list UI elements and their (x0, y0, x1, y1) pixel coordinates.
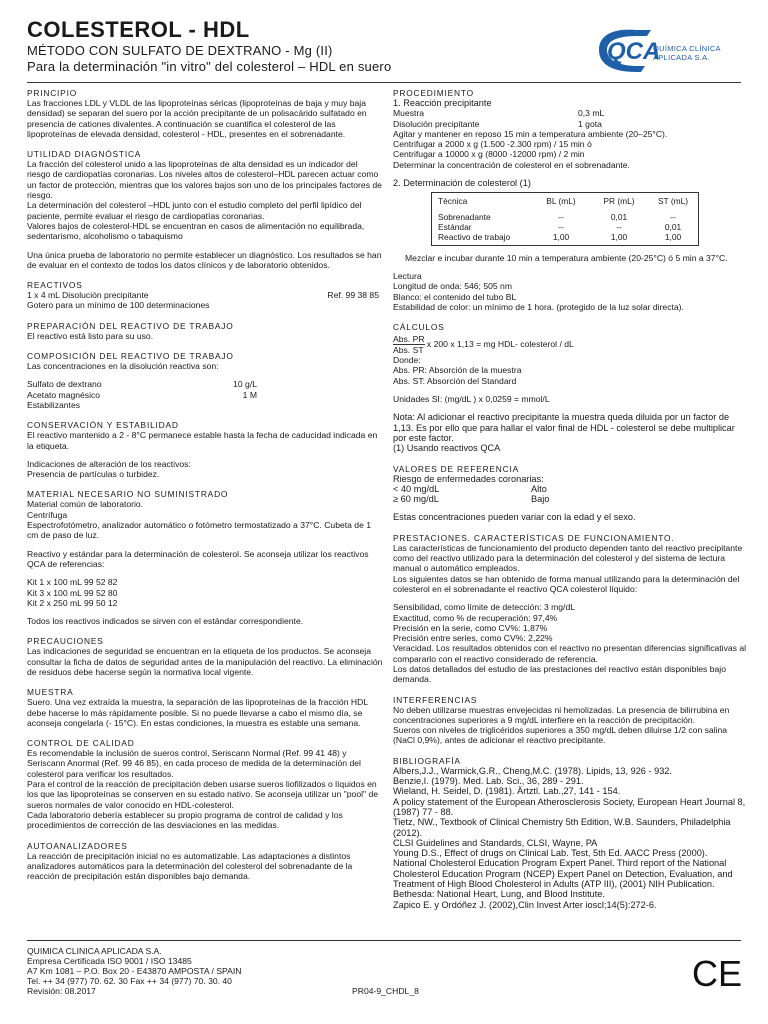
section-text: Veracidad. Los resultados obtenidos con el reactivo no presentan diferencias significativas al compararlo con el reactivo considerado de referencia. (393, 643, 747, 664)
logo-line-1: QUÍMICA CLÍNICA (653, 44, 721, 53)
reagent-ref: Ref. 99 38 85 (327, 290, 379, 301)
document-title: COLESTEROL - HDL (27, 17, 250, 42)
step-value: 0,3 mL (578, 108, 605, 119)
section-heading: CONSERVACIÓN Y ESTABILIDAD (27, 420, 179, 431)
reference-item: Benzie,I. (1979). Med. Lab. Sci., 36, 289 - 291. (393, 776, 584, 787)
step-line: Centrifugar a 2000 x g (1.500 -2.300 rpm) / 15 min ó (393, 139, 592, 150)
composition-value: 1 M (242, 389, 257, 400)
section-autoanalizadores (27, 841, 383, 882)
section-preparacion (27, 321, 383, 341)
table-header: Técnica (438, 196, 468, 207)
section-text: Los siguientes datos se han obtenido de forma manual utilizando para la determinación del colesterol en el sobrenadante el reactivo QCA colesterol líquido: (393, 573, 740, 594)
reagent-item: 1 x 4 mL Disolución precipitante (27, 290, 149, 301)
company-line: QUIMICA CLINICA APLICADA S.A. (27, 946, 162, 956)
reference-item: CLSI Guidelines and Standards, CLSI, Wayne, PA (393, 837, 598, 848)
reference-item: Wieland, H. Seidel, D. (1981). Ärtztl. Lab.,27, 141 - 154. (393, 786, 621, 797)
section-text: Presencia de partículas o turbidez. (27, 469, 160, 480)
table-cell: 0,01 (664, 222, 682, 233)
section-heading: COMPOSICIÓN DEL REACTIVO DE TRABAJO (27, 351, 234, 362)
formula-legend: Abs. ST: Absorción del Standard (393, 375, 517, 386)
section-heading: PROCEDIMIENTO (393, 88, 474, 98)
section-heading: UTILIDAD DIAGNÓSTICA (27, 149, 142, 160)
section-text: Las indicaciones de seguridad se encuentran en la etiqueta de los productos. Se aconseja consultar la ficha de datos de seguridad antes de la manipulación del reactivo. La eliminación de residuos debe hacerse según la normativa local vigente. (27, 646, 383, 677)
section-valores (393, 464, 747, 523)
reagent-note: (1) Usando reactivos QCA (393, 443, 501, 454)
section-heading: PRINCIPIO (27, 88, 78, 98)
reference-item: Zapico E. y Ordóñez J. (2002),Clin Invest Arter ioscl;14(5):272-6. (393, 899, 657, 910)
logo-mark: QCA (607, 38, 661, 65)
si-units: Unidades SI: (mg/dL ) x 0,0259 = mmol/L (393, 394, 550, 405)
composition-name: Estabilizantes (27, 399, 81, 410)
section-text: Todos los reactivos indicados se sirven con el estándar correspondiente. (27, 616, 304, 627)
section-text: Las concentraciones en la disolución reactiva son: (27, 361, 219, 372)
section-heading: PRESTACIONES. CARACTERÍSTICAS DE FUNCIONAMIENTO. (393, 532, 675, 543)
company-line: A7 Km 1081 – P.O. Box 20 - E43870 AMPOSTA / SPAIN (27, 966, 242, 976)
section-conservacion (27, 420, 383, 479)
table-row (432, 222, 698, 232)
composition-value (207, 400, 257, 410)
table-cell: 1,00 (610, 232, 628, 243)
formula-denominator: Abs. ST (393, 345, 424, 356)
section-text: Gotero para un mínimo de 100 determinaciones (27, 300, 210, 311)
table-header: ST (mL) (657, 196, 689, 207)
section-heading: CONTROL DE CALIDAD (27, 738, 135, 749)
revision-line: Revisión: 08.2017 (27, 986, 96, 996)
section-heading: VALORES DE REFERENCIA (393, 463, 520, 474)
document-header (27, 18, 391, 74)
table-row (432, 212, 698, 222)
document-subtitle: MÉTODO CON SULFATO DE DEXTRANO - Mg (II) (27, 43, 333, 58)
document-ref: PR04-9_CHDL_8 (352, 986, 419, 996)
logo-line-2: APLICADA S.A. (653, 53, 710, 62)
table-cell: -- (558, 222, 564, 233)
step-line: Determinar la concentración de colesterol en el sobrenadante. (393, 159, 630, 170)
section-heading: BIBLIOGRAFÍA (393, 755, 461, 766)
section-muestra (27, 687, 383, 728)
section-calculos (393, 322, 747, 453)
table-cell: 0,01 (610, 212, 628, 223)
composition-value: 10 g/L (233, 379, 257, 390)
section-heading: PREPARACIÓN DEL REACTIVO DE TRABAJO (27, 320, 234, 331)
section-heading: INTERFERENCIAS (393, 694, 478, 705)
performance-line: Sensibilidad, como límite de detección: 3 mg/dL (393, 602, 576, 613)
section-text: Los datos detallados del estudio de las prestaciones del reactivo están disponibles bajo demanda. (393, 663, 726, 685)
section-text: Para el control de la reacción de precipitación deben usarse sueros liofilizados o líquidos en los que las lipoproteínas se conserven en su estado nativo. Se aconseja utilizar un "pool" de sueros normales de valor conocido en HDL-colesterol. (27, 779, 379, 810)
section-principio (27, 88, 383, 139)
section-text: Estas concentraciones pueden variar con la edad y el sexo. (393, 512, 636, 523)
formula-numerator: Abs. PR (393, 334, 425, 345)
ce-mark-icon (692, 953, 743, 994)
step-item: Muestra (393, 108, 425, 119)
reference-item: Young D.S., Effect of drugs on Clinical Lab. Test, 5th Ed. AACC Press (2000). (393, 848, 708, 859)
section-procedimiento (393, 88, 747, 312)
table-cell: -- (558, 212, 564, 223)
performance-line: Precisión en la serie, como CV%: 1,87% (393, 622, 548, 633)
composition-name: Acetato magnésico (27, 389, 101, 400)
formula-legend: Donde: (393, 355, 421, 366)
section-material (27, 489, 383, 626)
section-interferencias (393, 695, 747, 746)
section-text: Espectrofotómetro, analizador automático o fotómetro termostatizado a 37°C. Cubeta de 1 cm de paso de luz. (27, 520, 372, 541)
formula (393, 334, 747, 355)
section-text: Cada laboratorio debería establecer su propio programa de control de calidad y los procedimientos de corrección de las desviaciones en las medidas. (27, 809, 343, 831)
section-heading: MATERIAL NECESARIO NO SUMINISTRADO (27, 489, 229, 500)
section-text: La fracción del colesterol unido a las lipoproteínas de alta densidad es un indicador del riesgo de cardiopatías coronarias. Los niveles altos de colesterol–HDL parecen actuar como un factor de protección, mientras que los valores bajos son uno de los principales factores de riesgo. (27, 159, 382, 201)
section-text: El reactivo está listo para su uso. (27, 330, 154, 341)
document-subtitle-2: Para la determinación "in vitro" del colesterol – HDL en suero (27, 59, 392, 74)
section-text: Material común de laboratorio. (27, 499, 144, 510)
step-title: 2. Determinación de colesterol (1) (393, 178, 531, 189)
performance-line: Precisión entre series, como CV%: 2,22% (393, 633, 553, 644)
section-text: Sueros con niveles de triglicéridos superiores a 350 mg/dL deben diluirse 1/2 con salina (NaCl 0,9%), antes de adicionar el reactivo precipitante. (393, 725, 728, 746)
formula-expression: x 200 x 1,13 = mg HDL- colesterol / dL (426, 338, 574, 349)
section-text: Centrífuga (27, 509, 68, 520)
section-calidad (27, 738, 383, 830)
section-reactivos (27, 280, 383, 311)
step-value: 1 gota (578, 118, 602, 129)
reference-range: ≥ 60 mg/dL (393, 494, 439, 505)
step-title: 1. Reacción precipitante (393, 98, 492, 108)
reference-risk: Bajo (531, 494, 550, 505)
section-text: Indicaciones de alteración de los reactivos: (27, 458, 191, 469)
table-cell: 1,00 (552, 232, 570, 243)
table-cell: Sobrenadante (438, 212, 491, 223)
section-precauciones (27, 636, 383, 677)
section-text: El reactivo mantenido a 2 - 8°C permanece estable hasta la fecha de caducidad indicada en la etiqueta. (27, 430, 378, 451)
reference-range: < 40 mg/dL (393, 483, 440, 494)
reference-item: National Cholesterol Education Program Expert Panel. Third report of the National Cholesterol Education Program (NCEP) Expert Panel on Detection, Evaluation, and Treatment of High Blood Cholesterol in Adults (ATP III), (2001) NIH Publication. Bethesda: National Heart, Lung, and Blood Institute. (393, 858, 733, 900)
section-text: Las características de funcionamiento del producto dependen tanto del reactivo precipitante como del reactivo utilizado para la determinación del colesterol y del sistema de lectura manual o automático empleados. (393, 542, 743, 574)
section-prestaciones (393, 533, 747, 685)
formula-legend: Abs. PR: Absorción de la muestra (393, 365, 522, 376)
company-line: Empresa Certificada ISO 9001 / ISO 13485 (27, 956, 192, 966)
composition-name: Sulfato de dextrano (27, 379, 102, 390)
section-text: Valores bajos de colesterol-HDL se encuentran en casos de alimentación no equilibrada, sedentarismo, alcoholismo o tabaquismo (27, 220, 365, 242)
kit-item: Kit 1 x 100 mL 99 52 82 (27, 577, 118, 588)
company-footer (27, 946, 241, 996)
section-bibliografia (393, 756, 747, 910)
dilution-note: Nota: Al adicionar el reactivo precipitante la muestra queda diluida por un factor de 1,13. Es por ello que para hallar el valor final de HDL - colesterol se debe multiplicar por este factor. (393, 412, 735, 443)
section-text: No deben utilizarse muestras envejecidas ni hemolizadas. La presencia de bilirrubina en concentraciones superiores a 9 mg/dL interfiere en la reacción de precipitación. (393, 704, 730, 725)
section-heading: PRECAUCIONES (27, 636, 104, 647)
svg-text:CE: CE (692, 953, 743, 994)
company-line: Tel. ++ 34 (977) 70. 62. 30 Fax ++ 34 (977) 70. 30. 40 (27, 976, 232, 986)
left-column (27, 88, 383, 881)
section-text: Riesgo de enfermedades coronarias: (393, 473, 544, 484)
section-text: La reacción de precipitación inicial no es automatizable. Las adaptaciones a distintos analizadores automáticos para la determinación del colesterol del sobrenadante de la reacción de precipitación están disponibles bajo demanda. (27, 850, 353, 882)
incubation-note: Mezclar e incubar durante 10 min a temperatura ambiente (20-25°C) ó 5 min a 37°C. (405, 252, 728, 263)
reading-line: Blanco: el contenido del tubo BL (393, 291, 517, 302)
table-cell: Estándar (438, 222, 472, 233)
step-line: Agitar y mantener en reposo 15 min a temperatura ambiente (20–25°C). (393, 128, 668, 139)
section-text: Reactivo y estándar para la determinación de colesterol. Se aconseja utilizar los reactivos QCA de referencias: (27, 548, 369, 569)
table-cell: 1,00 (664, 232, 682, 243)
logo-text (653, 44, 721, 62)
reference-item: A policy statement of the European Atherosclerosis Society, European Heart Journal 8,(1987) 77 - 88. (393, 796, 746, 817)
performance-line: Exactitud, como % de recuperación: 97,4% (393, 612, 558, 623)
kit-item: Kit 2 x 250 mL 99 50 12 (27, 597, 118, 608)
table-cell: -- (670, 212, 676, 223)
section-composicion (27, 351, 383, 410)
table-cell: -- (616, 222, 622, 233)
section-heading: REACTIVOS (27, 280, 83, 291)
section-text: Es recomendable la inclusión de sueros control, Seriscann Normal (Ref. 99 41 48) y Seriscann Anormal (Ref. 99 46 85), en cada proceso de medida de la determinación del colesterol para verificar los resultados. (27, 748, 361, 779)
section-text: La determinación del colesterol –HDL junto con el estudio completo del perfil lipídico del paciente, permite evaluar el riesgo de cardiopatías coronarias. (27, 200, 362, 221)
table-row (432, 232, 698, 245)
table-header: PR (mL) (603, 196, 635, 207)
reference-item: Tietz, NW., Textbook of Clinical Chemistry 5th Edition, W.B. Saunders, Philadelphia (2012). (393, 817, 731, 838)
section-text: Suero. Una vez extraída la muestra, la separación de las lipoproteínas de la fracción HDL debe hacerse lo más rápidamente posible. Si no puede llevarse a cabo el mismo día, se aconseja congelarla (- 15°C). En estas condiciones, la muestra es estable una semana. (27, 697, 368, 728)
section-utilidad (27, 149, 383, 270)
reference-risk: Alto (531, 483, 547, 494)
section-text: Una única prueba de laboratorio no permite establecer un diagnóstico. Los resultados se han de evaluar en el contexto de todos los datos clínicos y de laboratorio obtenidos. (27, 249, 382, 270)
section-heading: AUTOANALIZADORES (27, 840, 128, 851)
step-item: Disolución precipitante (393, 118, 480, 129)
step-line: Centrifugar a 10000 x g (8000 -12000 rpm) / 2 min (393, 149, 585, 160)
section-heading: MUESTRA (27, 687, 74, 698)
section-heading: CÁLCULOS (393, 322, 445, 333)
technique-table (431, 192, 699, 246)
table-cell: Reactivo de trabajo (438, 232, 511, 243)
section-text: Las fracciones LDL y VLDL de las lipoproteínas séricas (lipoproteínas de baja y muy baja densidad) se separan del suero por la acción precipitante de un polisacárido sulfatado en presencia de cationes divalentes. A continuación se cuantifica el colesterol de las lipoproteínas de elevada densidad, colesterol - HDL, presentes en el sobrenadante. (27, 98, 367, 139)
reading-line: Longitud de onda: 546; 505 nm (393, 281, 512, 292)
reference-item: Albers,J.J., Warmick,G.R., Cheng,M.C. (1978). Lipids, 13, 926 - 932. (393, 765, 672, 776)
table-header: BL (mL) (546, 196, 576, 207)
header-rule (27, 82, 741, 83)
right-column (393, 88, 747, 910)
kit-item: Kit 3 x 100 mL 99 52 80 (27, 587, 118, 598)
reading-line: Lectura (393, 270, 422, 281)
reading-line: Estabilidad de color: un mínimo de 1 hora. (protegido de la luz solar directa). (393, 301, 684, 312)
footer-rule (27, 940, 741, 941)
